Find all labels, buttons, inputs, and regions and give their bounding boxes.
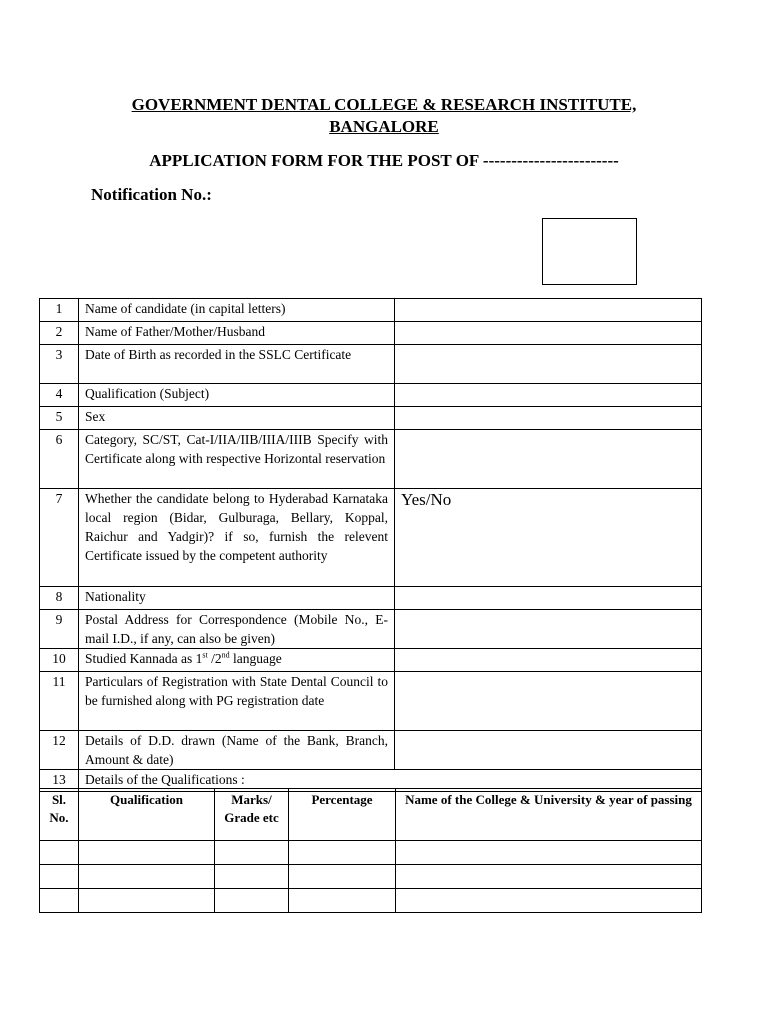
table-row: [40, 384, 702, 407]
col-header-percentage: Percentage: [289, 789, 396, 841]
marks-cell[interactable]: [215, 889, 289, 913]
institution-title: [0, 94, 768, 138]
sl-no-cell[interactable]: [40, 889, 79, 913]
ordinal-superscript: nd: [221, 650, 230, 660]
row-number: 5: [40, 407, 79, 430]
col-header-qualification: Qualification: [79, 789, 215, 841]
row-label-text: Studied Kannada as 1: [85, 651, 203, 666]
col-header-sl-no: Sl. No.: [40, 789, 79, 841]
qualification-cell[interactable]: [79, 841, 215, 865]
table-row: [40, 345, 702, 384]
sex-field[interactable]: [395, 407, 702, 430]
table-row: [40, 865, 702, 889]
ordinal-superscript: st: [202, 650, 208, 660]
hyderabad-karnataka-field[interactable]: Yes/No: [395, 489, 702, 587]
sl-no-cell[interactable]: [40, 841, 79, 865]
percentage-cell[interactable]: [289, 865, 396, 889]
application-details-table: [39, 298, 702, 792]
table-row: [40, 430, 702, 489]
table-row: [40, 841, 702, 865]
row-number: 8: [40, 587, 79, 610]
row-label: Particulars of Registration with State Dental Council to be furnished along with PG registration date: [79, 672, 395, 731]
table-row: [40, 649, 702, 672]
qualification-subject-field[interactable]: [395, 384, 702, 407]
row-number: 1: [40, 299, 79, 322]
category-field[interactable]: [395, 430, 702, 489]
qualification-cell[interactable]: [79, 865, 215, 889]
parent-name-field[interactable]: [395, 322, 702, 345]
col-header-college: Name of the College & University & year of passing: [396, 789, 702, 841]
row-number: 9: [40, 610, 79, 649]
row-label: Postal Address for Correspondence (Mobile No., E-mail I.D., if any, can also be given): [79, 610, 395, 649]
col-header-marks: Marks/ Grade etc: [215, 789, 289, 841]
row-number: 11: [40, 672, 79, 731]
row-number: 3: [40, 345, 79, 384]
notification-label: Notification No.:: [91, 185, 212, 204]
table-row: [40, 299, 702, 322]
registration-field[interactable]: [395, 672, 702, 731]
row-label: Qualification (Subject): [79, 384, 395, 407]
row-label-text: language: [229, 651, 282, 666]
qualification-cell[interactable]: [79, 889, 215, 913]
row-label: [79, 649, 395, 672]
qualifications-table: [39, 788, 702, 913]
row-label: Category, SC/ST, Cat-I/IIA/IIB/IIIA/IIIB Specify with Certificate along with respective Horizontal reservation: [79, 430, 395, 489]
row-number: 4: [40, 384, 79, 407]
table-row: [40, 610, 702, 649]
candidate-name-field[interactable]: [395, 299, 702, 322]
row-number: 7: [40, 489, 79, 587]
table-row: [40, 731, 702, 770]
college-cell[interactable]: [396, 841, 702, 865]
percentage-cell[interactable]: [289, 889, 396, 913]
marks-cell[interactable]: [215, 865, 289, 889]
kannada-language-field[interactable]: [395, 649, 702, 672]
table-row: [40, 322, 702, 345]
row-label: Nationality: [79, 587, 395, 610]
row-label: Whether the candidate belong to Hyderabad Karnataka local region (Bidar, Gulburaga, Bellary, Koppal, Raichur and Yadgir)? if so, furnish the relevent Certificate issued by the competent authority: [79, 489, 395, 587]
row-number: 6: [40, 430, 79, 489]
form-title: APPLICATION FORM FOR THE POST OF ------------------------: [149, 151, 619, 170]
nationality-field[interactable]: [395, 587, 702, 610]
photo-box: [542, 218, 637, 285]
date-of-birth-field[interactable]: [395, 345, 702, 384]
row-number: 2: [40, 322, 79, 345]
table-row: [40, 889, 702, 913]
row-number: 10: [40, 649, 79, 672]
row-label: Details of D.D. drawn (Name of the Bank, Branch, Amount & date): [79, 731, 395, 770]
row-label: Date of Birth as recorded in the SSLC Certificate: [79, 345, 395, 384]
row-label: Sex: [79, 407, 395, 430]
institution-line-2: BANGALORE: [329, 117, 439, 136]
postal-address-field[interactable]: [395, 610, 702, 649]
dd-details-field[interactable]: [395, 731, 702, 770]
qualifications-header-row: [40, 789, 702, 841]
table-row: [40, 587, 702, 610]
row-label: Name of Father/Mother/Husband: [79, 322, 395, 345]
row-label-text: /2: [207, 651, 222, 666]
table-row: [40, 407, 702, 430]
college-cell[interactable]: [396, 889, 702, 913]
percentage-cell[interactable]: [289, 841, 396, 865]
sl-no-cell[interactable]: [40, 865, 79, 889]
table-row: [40, 672, 702, 731]
row-label: Name of candidate (in capital letters): [79, 299, 395, 322]
marks-cell[interactable]: [215, 841, 289, 865]
row-number: 13: [40, 770, 79, 792]
institution-line-1: GOVERNMENT DENTAL COLLEGE & RESEARCH INSTITUTE,: [131, 95, 637, 114]
row-number: 12: [40, 731, 79, 770]
table-row: [40, 489, 702, 587]
college-cell[interactable]: [396, 865, 702, 889]
row-label: Details of the Qualifications :: [79, 770, 702, 792]
